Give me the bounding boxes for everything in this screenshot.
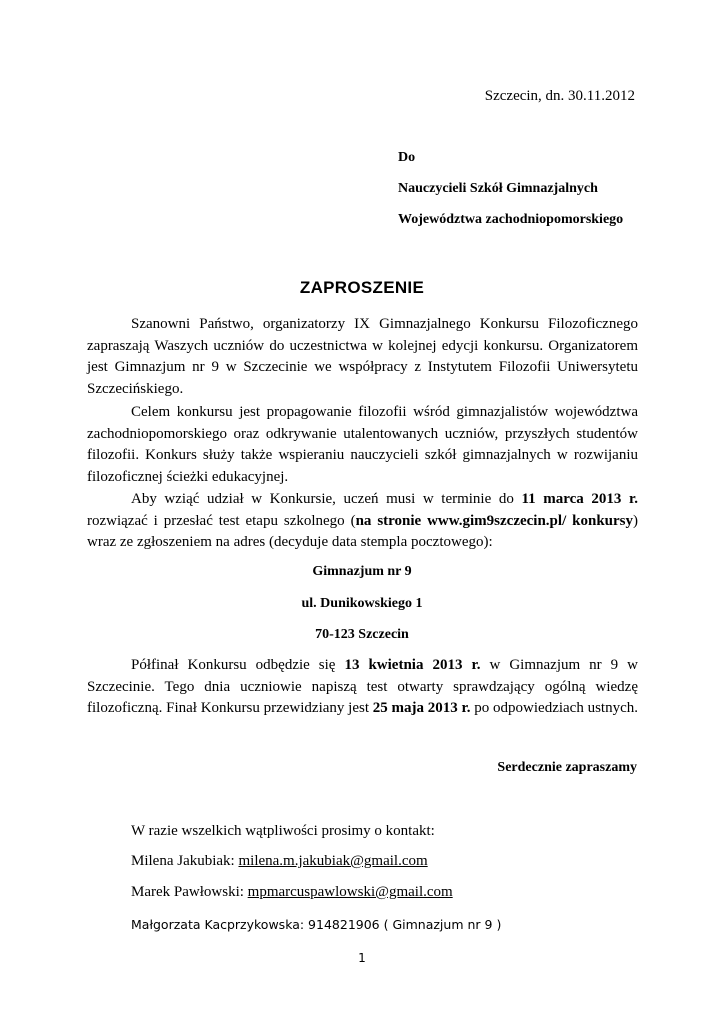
postal-address-line-3: 70-123 Szczecin (315, 627, 409, 642)
letter-date: Szczecin, dn. 30.11.2012 (484, 88, 635, 104)
paragraph-goal: Celem konkursu jest propagowanie filozofii wśród gimnazjalistów województwa zachodniopomorskiego oraz odkrywanie utalentowanych uczniów, przyszłych studentów filozofii. Konkurs służy także wspieraniu nauczycieli szkół gimnazjalnych w rozwijaniu filozoficznej ścieżki edukacyjnej. (87, 404, 638, 485)
deadline-date: 11 marca 2013 r. (521, 491, 638, 507)
contact-person-2 (131, 884, 453, 901)
contact-person-1 (131, 853, 428, 870)
contact-person-2-email-link[interactable]: mpmarcuspawlowski@gmail.com (247, 884, 453, 900)
website-reference: na stronie www.gim9szczecin.pl/ konkursy (355, 512, 633, 529)
contact-intro: W razie wszelkich wątpliwości prosimy o kontakt: (131, 823, 435, 839)
addressee-line-3: Województwa zachodniopomorskiego (398, 212, 624, 227)
contact-person-1-email-link[interactable]: milena.m.jakubiak@gmail.com (238, 853, 428, 869)
paragraph-participation (87, 489, 638, 554)
schedule-text-a: Półfinał Konkursu odbędzie się (131, 657, 345, 673)
addressee-line-2: Nauczycieli Szkół Gimnazjalnych (398, 181, 598, 196)
contact-person-3: Małgorzata Kacprzykowska: 914821906 ( Gimnazjum nr 9 ) (131, 917, 502, 932)
semifinal-date: 13 kwietnia 2013 r. (344, 657, 481, 673)
contact-person-1-label: Milena Jakubiak: (131, 853, 239, 869)
participation-text-c: ) wraz ze zgłoszeniem na adres (decyduje data stempla pocztowego): (87, 512, 638, 550)
postal-address-line-2: ul. Dunikowskiego 1 (301, 596, 423, 611)
document-title: ZAPROSZENIE (299, 278, 425, 297)
page-number: 1 (358, 951, 366, 965)
schedule-text-b: w Gimnazjum nr 9 w Szczecinie. Tego dnia uczniowie napiszą test otwarty sprawdzający ogólną wiedzę filozoficzną. Finał Konkursu przewidziany jest (87, 657, 638, 716)
participation-text-a: Aby wziąć udział w Konkursie, uczeń musi w terminie do (131, 491, 522, 507)
paragraph-schedule (87, 655, 638, 720)
contact-person-2-label: Marek Pawłowski: (131, 884, 248, 900)
addressee-line-1: Do (398, 150, 416, 165)
paragraph-intro: Szanowni Państwo, organizatorzy IX Gimnazjalnego Konkursu Filozoficznego zapraszają Waszych uczniów do uczestnictwa w kolejnej edycji konkursu. Organizatorem jest Gimnazjum nr 9 w Szczecinie we współpracy z Instytutem Filozofii Uniwersytetu Szczecińskiego. (87, 316, 638, 397)
final-date: 25 maja 2013 r. (372, 700, 471, 716)
postal-address-line-1: Gimnazjum nr 9 (312, 564, 412, 579)
schedule-text-c: po odpowiedziach ustnych. (470, 700, 638, 716)
closing-phrase: Serdecznie zapraszamy (497, 760, 637, 775)
participation-text-b: rozwiązać i przesłać test etapu szkolnego ( (87, 512, 356, 529)
